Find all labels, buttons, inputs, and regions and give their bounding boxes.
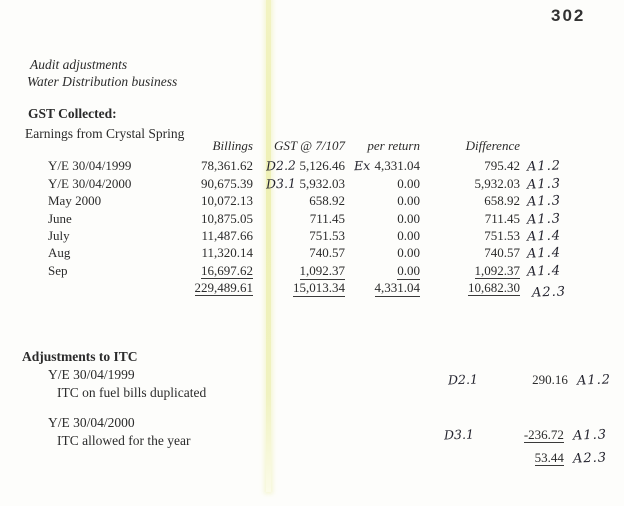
page-number: 302 <box>551 6 586 25</box>
itc-amount-line <box>444 427 607 443</box>
handwritten-annotation: A1.3 <box>526 176 562 193</box>
gst-value: 740.57 <box>309 245 345 261</box>
itc-description: ITC allowed for the year <box>57 433 191 448</box>
itc-net-total-line <box>444 450 607 466</box>
doc-title-line1: Audit adjustments <box>30 57 128 72</box>
handwritten-ref-mark: D3.1 <box>265 175 296 192</box>
difference-value: 1,092.37 <box>474 262 520 278</box>
row-label: Sep <box>48 262 68 278</box>
row-label: Aug <box>48 245 71 261</box>
handwritten-annotation: A1.3 <box>572 427 608 444</box>
itc-amount-line <box>448 372 611 388</box>
handwritten-annotation: A1.2 <box>526 158 562 175</box>
billings-value: 11,320.14 <box>201 245 253 261</box>
gst-value: 751.53 <box>309 227 345 243</box>
table-row <box>48 211 588 228</box>
gst-section-subtitle: Earnings from Crystal Spring <box>25 126 185 141</box>
per-return-value: 0.00 <box>397 210 420 226</box>
itc-year: Y/E 30/04/2000 <box>48 415 135 430</box>
difference-value: 711.45 <box>484 210 520 226</box>
gst-table-header <box>48 138 588 155</box>
gst-section-title: GST Collected: <box>28 106 117 121</box>
col-header-per-return: per return <box>367 138 420 153</box>
billings-value: 78,361.62 <box>201 158 253 174</box>
table-row <box>48 176 588 193</box>
per-return-value: 0.00 <box>397 262 420 278</box>
handwritten-annotation: A1.4 <box>526 228 562 245</box>
col-header-billings: Billings <box>212 138 253 153</box>
per-return-value: 4,331.04 <box>374 158 420 174</box>
gst-value: 711.45 <box>309 210 345 226</box>
handwritten-ref-mark: D2.2 <box>265 157 296 174</box>
handwritten-annotation: A1.3 <box>526 210 562 228</box>
gst-value: 5,932.03 <box>299 175 345 191</box>
total-gst: 15,013.34 <box>293 280 345 296</box>
handwritten-annotation: A1.4 <box>526 263 562 280</box>
table-row <box>48 193 588 210</box>
row-label: Y/E 30/04/1999 <box>48 158 132 174</box>
handwritten-annotation: A1.4 <box>526 245 562 262</box>
itc-section-title: Adjustments to ITC <box>22 349 138 364</box>
handwritten-annotation: A2.3 <box>531 284 567 301</box>
gst-value: 5,126.46 <box>299 158 345 174</box>
row-label: Y/E 30/04/2000 <box>48 175 132 191</box>
handwritten-ref-mark: D2.1 <box>447 371 479 388</box>
per-return-value: 0.00 <box>397 175 420 191</box>
col-header-gst: GST @ 7/107 <box>274 138 345 153</box>
billings-value: 10,875.05 <box>201 210 253 226</box>
total-difference: 10,682.30 <box>468 280 520 296</box>
total-billings: 229,489.61 <box>194 280 253 296</box>
col-header-difference: Difference <box>465 138 520 153</box>
table-row <box>48 158 588 175</box>
table-row <box>48 228 588 245</box>
handwritten-tickmark: Ex <box>354 158 371 174</box>
itc-amount: 290.16 <box>532 372 568 387</box>
total-per-return: 4,331.04 <box>374 280 420 296</box>
difference-value: 795.42 <box>484 158 520 174</box>
billings-value: 11,487.66 <box>201 227 253 243</box>
row-label: May 2000 <box>48 193 102 209</box>
per-return-value: 0.00 <box>397 245 420 261</box>
difference-value: 5,932.03 <box>474 175 520 191</box>
gst-value: 1,092.37 <box>299 262 345 278</box>
itc-amount: -236.72 <box>523 427 564 442</box>
handwritten-annotation: A1.3 <box>526 193 562 210</box>
itc-year: Y/E 30/04/1999 <box>48 367 135 382</box>
table-row-total <box>48 280 588 301</box>
per-return-value: 0.00 <box>397 193 420 209</box>
handwritten-ref-mark: D3.1 <box>443 426 475 443</box>
handwritten-annotation: A2.3 <box>572 450 608 467</box>
table-row-subtotal <box>48 263 588 280</box>
row-label: July <box>48 227 70 243</box>
difference-value: 658.92 <box>484 193 520 209</box>
doc-title-line2: Water Distribution business <box>27 74 178 89</box>
per-return-value: 0.00 <box>397 227 420 243</box>
billings-value: 90,675.39 <box>201 175 253 191</box>
table-row <box>48 245 588 262</box>
billings-value: 10,072.13 <box>201 193 253 209</box>
difference-value: 740.57 <box>484 245 520 261</box>
gst-table <box>48 138 588 301</box>
gst-value: 658.92 <box>309 193 345 209</box>
row-label: June <box>48 210 72 226</box>
difference-value: 751.53 <box>484 227 520 243</box>
billings-value: 16,697.62 <box>201 262 253 278</box>
handwritten-annotation: A1.2 <box>576 372 612 389</box>
itc-net-amount: 53.44 <box>534 450 564 465</box>
itc-description: ITC on fuel bills duplicated <box>57 385 207 400</box>
